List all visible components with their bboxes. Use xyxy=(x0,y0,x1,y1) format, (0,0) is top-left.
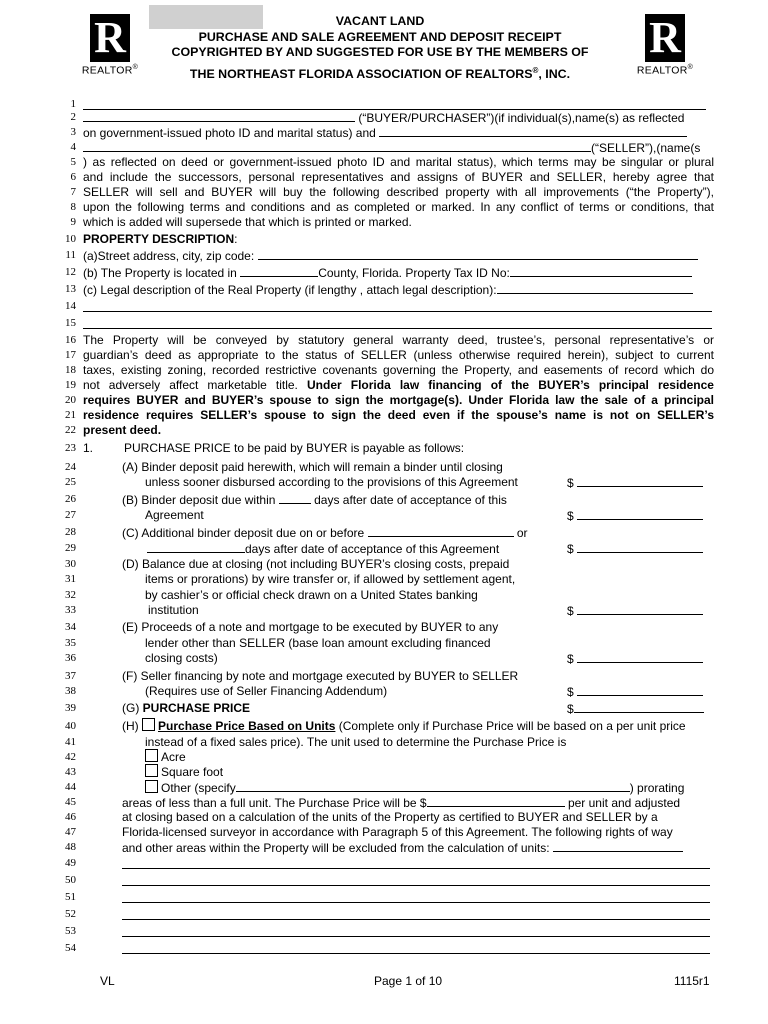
line-42: 42 Acre xyxy=(65,750,186,764)
line-2: 2 (“BUYER/PURCHASER”)(if individual(s),name(s) as reflected xyxy=(70,111,685,125)
realtor-logo-right: R REALTOR® xyxy=(636,13,694,77)
line-11: 11 (a)Street address, city, zip code: xyxy=(0,247,768,263)
line-34: 34 (E) Proceeds of a note and mortgage to be executed by BUYER to any xyxy=(65,620,499,634)
line-54: 54 xyxy=(0,940,768,956)
line-47: 47 Florida-licensed surveyor in accordance with Paragraph 5 of this Agreement. The following rights of way xyxy=(65,825,673,839)
line-35: 35 lender other than SELLER (base loan amount excluding financed xyxy=(65,636,491,650)
square-foot-checkbox[interactable] xyxy=(145,764,158,777)
line-22: 22 present deed. xyxy=(65,423,162,437)
acre-checkbox[interactable] xyxy=(145,749,158,762)
line-29: 29 days after date of acceptance of this Agreement $ xyxy=(0,540,768,556)
document-title: VACANT LAND PURCHASE AND SALE AGREEMENT AND DEPOSIT RECEIPT COPYRIGHTED BY AND SUGGESTED FOR USE BY THE MEMBERS OF THE NORTHEAST FLORIDA ASSOCIATION OF REALTORS®, INC. xyxy=(171,14,589,81)
line-20: 20 requires BUYER and BUYER’s spouse to sign the mortgage(s). Under Florida law the sale of a principal xyxy=(65,393,714,407)
line-48: 48 and other areas within the Property will be excluded from the calculation of units: xyxy=(0,839,768,855)
line-28: 28 (C) Additional binder deposit due on or before or xyxy=(65,526,528,540)
line-52: 52 xyxy=(0,906,768,922)
logo-label: REALTOR xyxy=(636,64,688,77)
realtor-r-icon: R xyxy=(645,14,685,62)
line-14: 14 xyxy=(0,298,768,314)
realtor-logo-left: R REALTOR® xyxy=(81,13,139,77)
line-32: 32 by cashier’s or official check drawn on a United States banking xyxy=(65,588,478,602)
line-9: 9 which is added will supersede that which is printed or marked. xyxy=(70,215,412,229)
line-36: 36 closing costs) $ xyxy=(0,650,768,666)
line-18: 18 taxes, existing zoning, recorded restrictive covenants governing the Property, and easements of record which do xyxy=(65,363,714,377)
line-33: 33 institution $ xyxy=(0,602,768,618)
line-23: 23 1. PURCHASE PRICE to be paid by BUYER is payable as follows: xyxy=(65,441,465,455)
line-50: 50 xyxy=(0,872,768,888)
line-4: 4 (“SELLER”),(name(s xyxy=(70,141,701,155)
line-17: 17 guardian’s deed as appropriate to the status of SELLER (unless otherwise required herein), subject to current xyxy=(65,348,714,362)
realtor-r-icon: R xyxy=(90,14,130,62)
line-27: 27 Agreement $ xyxy=(0,507,768,523)
line-10: 10 PROPERTY DESCRIPTION: xyxy=(65,232,238,246)
line-1: 1 xyxy=(0,96,768,112)
footer-revision: 1115r1 xyxy=(674,974,710,988)
line-16: 16 The Property will be conveyed by statutory general warranty deed, trustee’s, personal representative’s or xyxy=(65,333,714,347)
line-53: 53 xyxy=(0,923,768,939)
line-3: 3 on government-issued photo ID and marital status) and xyxy=(0,124,768,140)
line-39: 39 (G) PURCHASE PRICE $ xyxy=(0,700,768,716)
line-6: 6 and include the successors, personal representatives and assigns of BUYER and SELLER, hereby agree that xyxy=(70,170,714,184)
line-44: 44 Other (specify ) prorating xyxy=(65,781,685,795)
footer-page-number: Page 1 of 10 xyxy=(374,974,443,988)
line-5: 5 ) as reflected on deed or government-issued photo ID and marital status), which terms may be singular or plural xyxy=(70,155,714,169)
line-51: 51 xyxy=(0,889,768,905)
line-24: 24 (A) Binder deposit paid herewith, which will remain a binder until closing xyxy=(65,460,503,474)
line-41: 41 instead of a fixed sales price). The unit used to determine the Purchase Price is xyxy=(65,735,567,749)
line-30: 30 (D) Balance due at closing (not including BUYER’s closing costs, prepaid xyxy=(65,557,510,571)
section-heading: PROPERTY DESCRIPTION xyxy=(83,232,235,246)
line-45: 45 areas of less than a full unit. The Purchase Price will be $ per unit and adjusted xyxy=(65,796,681,810)
purchase-price-label: PURCHASE PRICE xyxy=(142,701,251,715)
footer-form-code: VL xyxy=(100,974,115,988)
line-38: 38 (Requires use of Seller Financing Addendum) $ xyxy=(0,683,768,699)
line-21: 21 residence requires SELLER’s spouse to sign the deed even if the spouse’s name is not on SELLER’s xyxy=(65,408,714,422)
line-43: 43 Square foot xyxy=(65,765,224,779)
line-25: 25 unless sooner disbursed according to the provisions of this Agreement $ xyxy=(0,474,768,490)
logo-label: REALTOR xyxy=(81,64,133,77)
line-37: 37 (F) Seller financing by note and mortgage executed by BUYER to SELLER xyxy=(65,669,519,683)
line-49: 49 xyxy=(0,855,768,871)
line-12: 12 (b) The Property is located in County, Florida. Property Tax ID No: xyxy=(0,264,768,280)
line-13: 13 (c) Legal description of the Real Property (if lengthy , attach legal description): xyxy=(0,281,768,297)
line-40: 40 (H) Purchase Price Based on Units (Complete only if Purchase Price will be based on a per unit price xyxy=(65,719,686,733)
line-7: 7 SELLER will sell and BUYER will buy the following described property with all improvements (“the Property”), xyxy=(70,185,714,199)
line-8: 8 upon the following terms and conditions and as completed or marked. In any conflict of terms or conditions, that xyxy=(70,200,714,214)
line-15: 15 xyxy=(0,315,768,331)
line-46: 46 at closing based on a calculation of the units of the Property as certified to BUYER and SELLER by a xyxy=(65,810,658,824)
other-checkbox[interactable] xyxy=(145,780,158,793)
line-26: 26 (B) Binder deposit due within days after date of acceptance of this xyxy=(65,493,507,507)
units-checkbox[interactable] xyxy=(142,718,155,731)
line-19: 19 not adversely affect marketable title. Under Florida law financing of the BUYER’s principal residence xyxy=(65,378,714,392)
line-31: 31 items or prorations) by wire transfer or, if allowed by settlement agent, xyxy=(65,572,516,586)
